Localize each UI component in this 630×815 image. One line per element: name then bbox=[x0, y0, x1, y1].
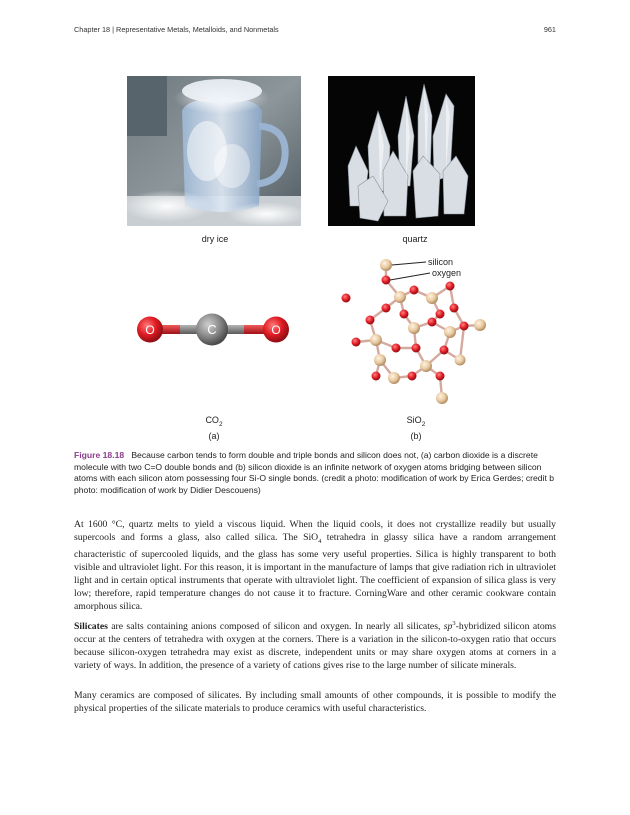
page-header bbox=[74, 25, 556, 37]
dry-ice-photo bbox=[127, 76, 301, 226]
silicon-leader-line bbox=[392, 262, 426, 265]
panel-b-label: (b) bbox=[410, 431, 422, 441]
page-number: 961 bbox=[543, 25, 556, 34]
co2-oxygen-label-left: O bbox=[145, 323, 155, 337]
sio2-network-model bbox=[340, 252, 500, 412]
chapter-title: Chapter 18 | Representative Metals, Metalloids, and Nonmetals bbox=[74, 25, 279, 34]
quartz-photo bbox=[328, 76, 475, 226]
figure-number: Figure 18.18 bbox=[74, 450, 125, 460]
paragraph-ceramics: Many ceramics are composed of silicates. By including small amounts of other compounds, it is possible to modify the physical properties of the silicate materials to produce ceramics with useful characteristics. bbox=[74, 690, 556, 714]
paragraph-silicates: Silicates are salts containing anions composed of silicon and oxygen. In nearly all silicates, $sp^3$-hybridized silicon atoms occur at the centers of tetrahedra with oxygen at the corners. There is a variation in the silicon-to-oxygen ratio that occurs because silicon-oxygen tetrahedra may exist as discrete, independent units or may share oxygen atoms at corners in a variety of ways. In addition, the presence of a variety of cations gives rise to the large number of silicate minerals. bbox=[74, 620, 556, 672]
sio2-formula: SiO$_2$ bbox=[406, 415, 426, 428]
oxygen-label: oxygen bbox=[432, 268, 462, 278]
silicon-label: silicon bbox=[428, 257, 454, 267]
figure-caption-text: Because carbon tends to form double and triple bonds and silicon does not, (a) carbon dioxide is a discrete molecule with two C=O double bonds and (b) silicon dioxide is an infinite network of oxygen atoms bridging between silicon atoms with each silicon atom possessing four Si-O single bonds. (credit a photo: modification of work by Erica Gerdes; credit b photo: modification of work by Didier Descouens) bbox=[74, 450, 555, 495]
paragraph-silica: At 1600 °C, quartz melts to yield a viscous liquid. When the liquid cools, it does not crystallize readily but usually supercools and forms a glass, also called silica. The SiO$_4$ tetrahedra in glassy silica have a random arrangement characteristic of supercooled liquids, and the glass has some very useful properties. Silica is highly transparent to both visible and ultraviolet light. For this reason, it is important in the manufacture of lamps that give radiation rich in ultraviolet light and in certain optical instruments that operate with ultraviolet light. The coefficient of expansion of silica glass is very low; therefore, rapid temperature changes do not cause it to fracture. CorningWare and other ceramic cookware contain amorphous silica. bbox=[74, 519, 556, 612]
dry-ice-caption: dry ice bbox=[201, 234, 229, 244]
co2-oxygen-label-right: O bbox=[271, 323, 281, 337]
co2-formula: $CO_2$ bbox=[205, 415, 223, 428]
panel-a-label: (a) bbox=[208, 431, 220, 441]
figure-caption bbox=[74, 450, 556, 496]
quartz-caption: quartz bbox=[402, 234, 428, 244]
co2-carbon-label: C bbox=[207, 322, 217, 337]
oxygen-leader-line bbox=[390, 273, 430, 280]
co2-molecule-model bbox=[130, 305, 295, 355]
term-silicates: Silicates bbox=[74, 621, 108, 633]
